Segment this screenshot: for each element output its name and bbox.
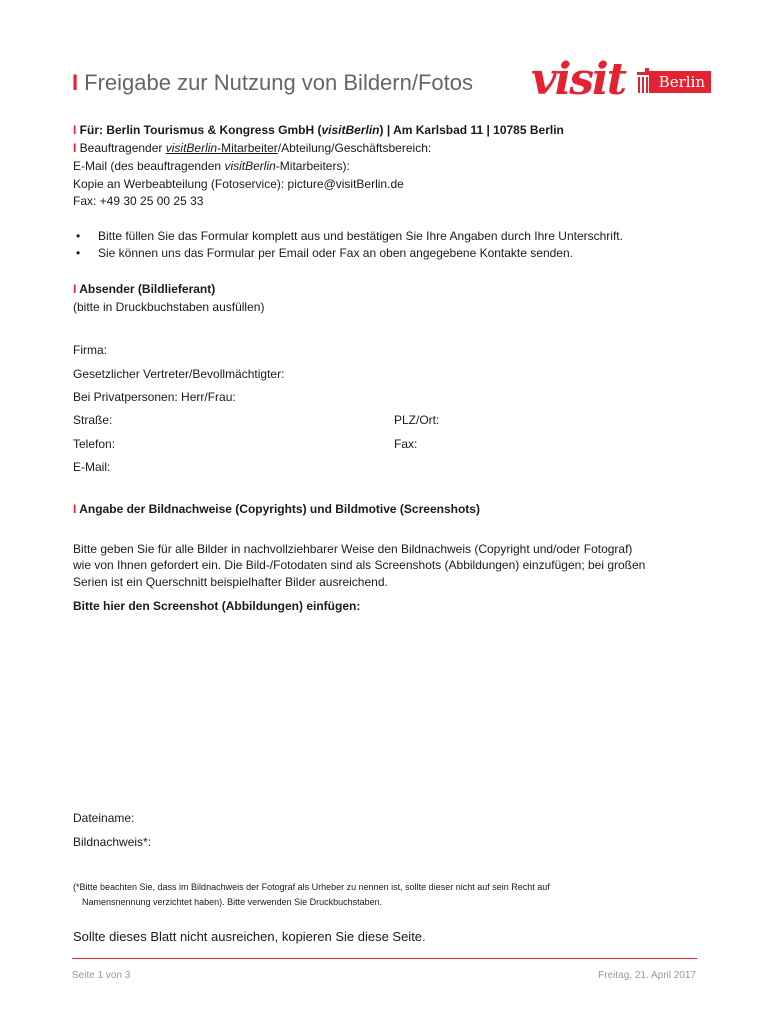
footnote-line: Namensnennung verzichtet haben). Bitte verwenden Sie Druckbuchstaben. bbox=[82, 897, 383, 907]
assignee-prefix: Beauftragender bbox=[79, 141, 166, 155]
copy-line: Kopie an Werbeabteilung (Fotoservice): picture@visitBerlin.de bbox=[73, 177, 404, 191]
sender-heading-text: Absender (Bildlieferant) bbox=[79, 282, 216, 296]
email-suffix: -Mitarbeiters): bbox=[275, 159, 350, 173]
copy-hint: Sollte dieses Blatt nicht ausreichen, kopieren Sie diese Seite. bbox=[73, 929, 426, 944]
sender-heading bbox=[73, 281, 215, 297]
line-marker: I bbox=[73, 141, 80, 155]
privat-label: Bei Privatpersonen: Herr/Frau: bbox=[73, 390, 236, 404]
footer-date: Freitag, 21. April 2017 bbox=[598, 970, 696, 981]
copyrights-heading bbox=[73, 501, 480, 517]
dateiname-label: Dateiname: bbox=[73, 811, 135, 825]
bullet-icon: • bbox=[76, 246, 81, 260]
line-marker: I bbox=[73, 282, 80, 296]
plz-label: PLZ/Ort: bbox=[394, 413, 440, 427]
logo-visit-text: visit bbox=[531, 54, 626, 105]
strasse-label: Straße: bbox=[73, 413, 113, 427]
assignee-link-brand: visitBerlin bbox=[165, 141, 218, 155]
telefon-label: Telefon: bbox=[73, 437, 116, 451]
vertreter-label: Gesetzlicher Vertreter/Bevollmächtigter: bbox=[73, 367, 285, 381]
footer-divider bbox=[72, 958, 697, 959]
copyrights-paragraph-line: Bitte geben Sie für alle Bilder in nachvollziehbarer Weise den Bildnachweis (Copyright und/oder Fotograf) bbox=[73, 542, 633, 556]
line-marker: I bbox=[73, 502, 80, 516]
fax-label: Fax: bbox=[394, 437, 418, 451]
copyrights-paragraph-line: Serien ist ein Querschnitt beispielhafter Bilder ausreichend. bbox=[73, 575, 388, 589]
recipient-prefix: Für: Berlin Tourismus & Kongress GmbH ( bbox=[79, 123, 322, 137]
assignee-line bbox=[73, 140, 431, 156]
fax-line: Fax: +49 30 25 00 25 33 bbox=[73, 194, 204, 208]
title-text: Freigabe zur Nutzung von Bildern/Fotos bbox=[84, 70, 473, 95]
assignee-link: visitBerlin-Mitarbeiter bbox=[165, 141, 278, 155]
instruction-item: Sie können uns das Formular per Email oder Fax an oben angegebene Kontakte senden. bbox=[98, 246, 573, 260]
line-marker: I bbox=[73, 123, 80, 137]
screenshot-label: Bitte hier den Screenshot (Abbildungen) einfügen: bbox=[73, 599, 361, 613]
recipient-brand: visitBerlin bbox=[321, 123, 380, 137]
email-label: E-Mail: bbox=[73, 460, 111, 474]
email-prefix: E-Mail (des beauftragenden bbox=[73, 159, 225, 173]
copyrights-heading-text: Angabe der Bildnachweise (Copyrights) und Bildmotive (Screenshots) bbox=[79, 502, 480, 516]
email-line bbox=[73, 158, 350, 174]
title-marker: I bbox=[72, 70, 79, 95]
visitberlin-logo bbox=[531, 54, 711, 110]
sender-subheading: (bitte in Druckbuchstaben ausfüllen) bbox=[73, 300, 265, 314]
firma-label: Firma: bbox=[73, 343, 107, 357]
recipient-line bbox=[73, 122, 564, 138]
footer-page-number: Seite 1 von 3 bbox=[72, 970, 131, 981]
bullet-icon: • bbox=[76, 229, 81, 243]
page-title bbox=[72, 70, 473, 96]
instruction-item: Bitte füllen Sie das Formular komplett aus und bestätigen Sie Ihre Angaben durch Ihre Unterschrift. bbox=[98, 229, 623, 243]
bildnachweis-label: Bildnachweis*: bbox=[73, 835, 152, 849]
assignee-suffix: /Abteilung/Geschäftsbereich: bbox=[277, 141, 432, 155]
logo-berlin-badge: Berlin bbox=[649, 71, 711, 93]
recipient-suffix: ) | Am Karlsbad 11 | 10785 Berlin bbox=[379, 123, 564, 137]
copyrights-paragraph-line: wie von Ihnen gefordert ein. Die Bild-/Fotodaten sind als Screenshots (Abbildungen) einzufügen; bei großen bbox=[73, 558, 646, 572]
email-brand: visitBerlin bbox=[224, 159, 276, 173]
footnote-line: (*Bitte beachten Sie, dass im Bildnachweis der Fotograf als Urheber zu nennen ist, sollte dieser nicht auf sein Recht auf bbox=[73, 882, 550, 892]
